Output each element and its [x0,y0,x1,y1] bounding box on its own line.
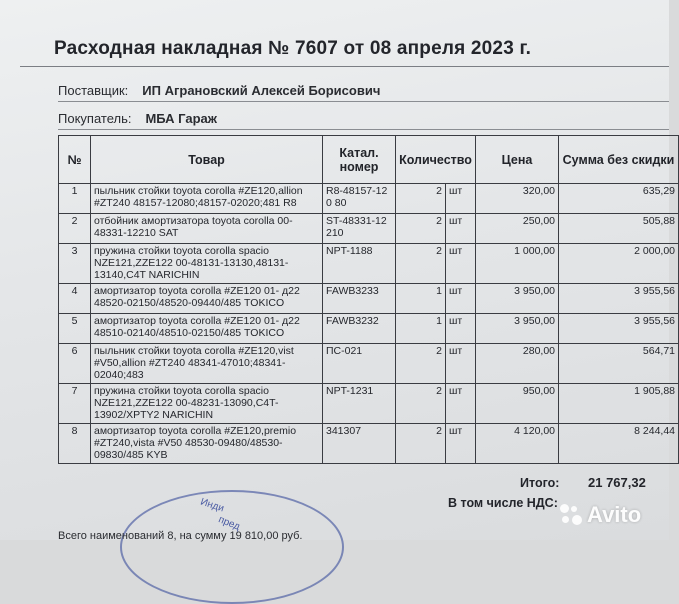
goods-table [58,135,679,464]
row-number: 3 [59,244,91,284]
row-price: 320,00 [476,184,559,214]
supplier-line [58,83,380,98]
row-catalog-number: 341307 [323,424,396,464]
row-sum: 1 905,88 [559,384,679,424]
buyer-label: Покупатель: [58,111,132,126]
row-unit: шт [446,424,476,464]
table-row [59,344,679,384]
avito-logo-icon [560,504,582,526]
supplier-value: ИП Аграновский Алексей Борисович [142,83,381,98]
avito-watermark-text: Avito [587,502,642,527]
avito-watermark [560,500,641,530]
row-catalog-number: ST-48331-12 210 [323,214,396,244]
row-catalog-number: NPT-1188 [323,244,396,284]
row-sum: 8 244,44 [559,424,679,464]
row-number: 5 [59,314,91,344]
row-sum: 3 955,56 [559,314,679,344]
row-quantity: 2 [396,344,446,384]
row-number: 7 [59,384,91,424]
row-number: 2 [59,214,91,244]
row-unit: шт [446,284,476,314]
header-item: Товар [91,136,323,184]
row-sum: 564,71 [559,344,679,384]
total-label: Итого: [520,476,560,490]
row-unit: шт [446,344,476,384]
row-quantity: 2 [396,424,446,464]
table-row [59,184,679,214]
row-catalog-number: FAWB3233 [323,284,396,314]
title-divider [20,66,669,67]
vat-label: В том числе НДС: [448,496,558,510]
row-unit: шт [446,314,476,344]
row-quantity: 1 [396,314,446,344]
supplier-label: Поставщик: [58,83,129,98]
row-item: пыльник стойки toyota corolla #ZE120,vist #V50,allion #ZT240 48341-47010;48341-02040;483 [91,344,323,384]
row-number: 1 [59,184,91,214]
page-title: Расходная накладная № 7607 от 08 апреля 2023 г. [54,38,532,59]
row-price: 250,00 [476,214,559,244]
row-item: амортизатор toyota corolla #ZE120 01- д22 48520-02150/48520-09440/485 TOKICO [91,284,323,314]
row-item: отбойник амортизатора toyota corolla 00-48331-12210 SAT [91,214,323,244]
row-price: 3 950,00 [476,314,559,344]
table-row [59,214,679,244]
row-price: 1 000,00 [476,244,559,284]
table-row [59,284,679,314]
total-value: 21 767,32 [588,475,646,490]
row-sum: 2 000,00 [559,244,679,284]
row-catalog-number: R8-48157-120 80 [323,184,396,214]
row-sum: 3 955,56 [559,284,679,314]
row-quantity: 2 [396,184,446,214]
table-header-row [59,136,679,184]
header-price: Цена [476,136,559,184]
row-price: 4 120,00 [476,424,559,464]
row-number: 8 [59,424,91,464]
row-unit: шт [446,384,476,424]
header-quantity: Количество [396,136,476,184]
buyer-value: МБА Гараж [145,111,217,126]
row-catalog-number: NPT-1231 [323,384,396,424]
row-unit: шт [446,214,476,244]
footer-summary: Всего наименований 8, на сумму 19 810,00 руб. [58,530,303,542]
row-quantity: 2 [396,214,446,244]
row-sum: 505,88 [559,214,679,244]
row-item: пыльник стойки toyota corolla #ZE120,allion #ZT240 48157-12080;48157-02020;481 R8 [91,184,323,214]
table-row [59,314,679,344]
row-item: пружина стойки toyota corolla spacio NZE121,ZZE122 00-48231-13090,C4T-13902/XPTY2 NARICHIN [91,384,323,424]
row-item: амортизатор toyota corolla #ZE120 01- д22 48510-02140/48510-02150/485 TOKICO [91,314,323,344]
supplier-divider [58,101,669,102]
row-number: 4 [59,284,91,314]
table-row [59,384,679,424]
row-unit: шт [446,184,476,214]
row-price: 3 950,00 [476,284,559,314]
row-quantity: 1 [396,284,446,314]
table-row [59,244,679,284]
row-quantity: 2 [396,384,446,424]
row-price: 950,00 [476,384,559,424]
row-item: амортизатор toyota corolla #ZE120,premio #ZT240,vista #V50 48530-09480/48530-09830/485 KYB [91,424,323,464]
row-catalog-number: ПС-021 [323,344,396,384]
seal-stamp [120,490,344,604]
table-row [59,424,679,464]
header-catalog-number: Катал. номер [323,136,396,184]
row-quantity: 2 [396,244,446,284]
row-number: 6 [59,344,91,384]
stamp-text-line2: пред [216,514,242,533]
header-number: № [59,136,91,184]
row-price: 280,00 [476,344,559,384]
row-sum: 635,29 [559,184,679,214]
buyer-line [58,111,217,126]
row-catalog-number: FAWB3232 [323,314,396,344]
row-unit: шт [446,244,476,284]
header-sum: Сумма без скидки [559,136,679,184]
buyer-divider [58,129,669,130]
row-item: пружина стойки toyota corolla spacio NZE121,ZZE122 00-48131-13130,48131-13140,C4T NARICHIN [91,244,323,284]
stamp-text-line1: Инди [198,496,226,515]
